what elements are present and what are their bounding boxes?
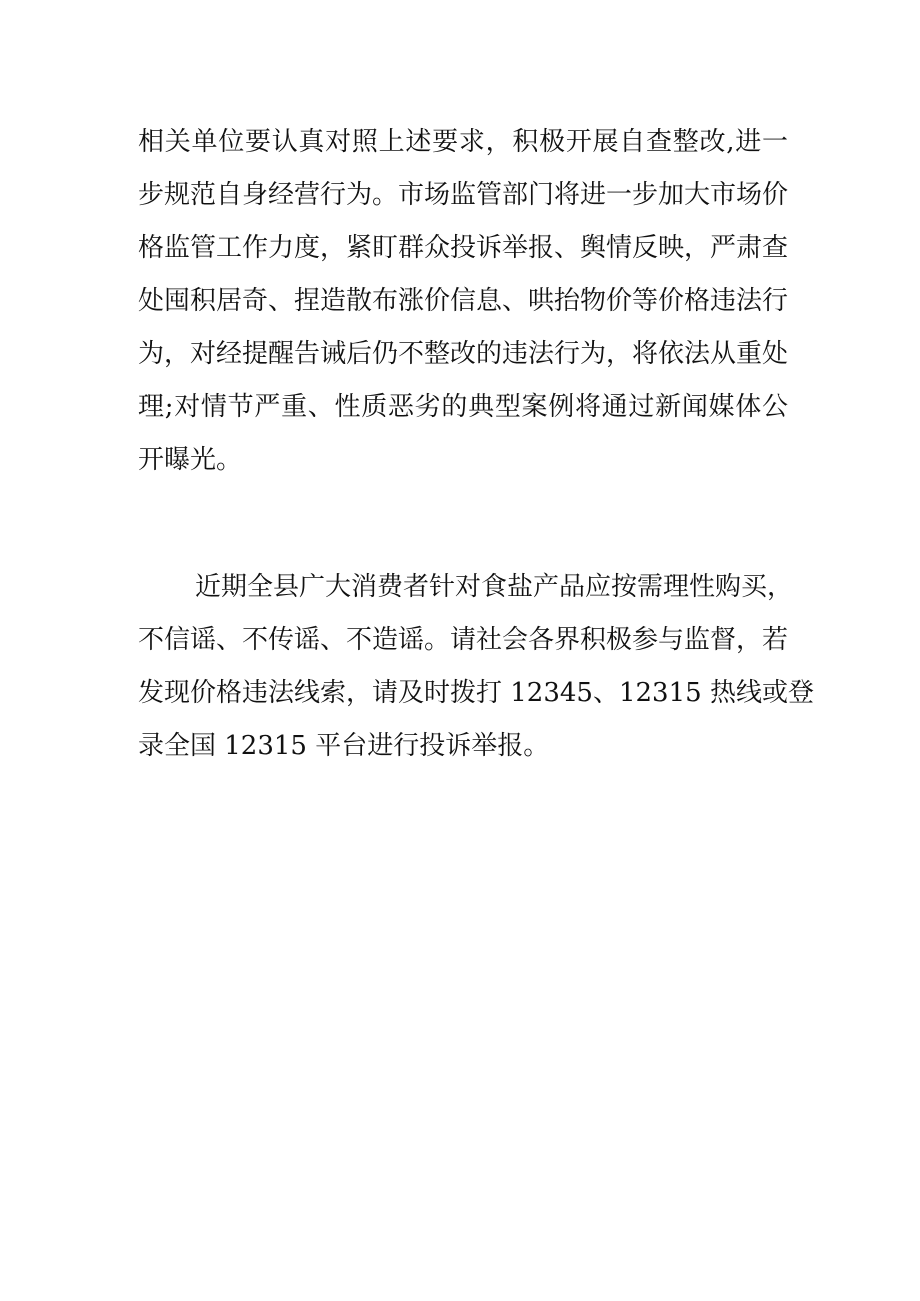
paragraph-line: 相关单位要认真对照上述要求，积极开展自查整改,进一	[138, 127, 788, 157]
paragraph-2	[138, 561, 814, 773]
paragraph-line: 录全国 12315 平台进行投诉举报。	[138, 731, 550, 761]
paragraph-line: 理;对情节严重、性质恶劣的典型案例将通过新闻媒体公	[138, 392, 788, 422]
paragraph-line: 不信谣、不传谣、不造谣。请社会各界积极参与监督，若	[138, 625, 789, 655]
paragraph-line: 步规范自身经营行为。市场监管部门将进一步加大市场价	[138, 180, 789, 210]
paragraph-line: 处囤积居奇、捏造散布涨价信息、哄抬物价等价格违法行	[138, 286, 789, 316]
paragraph-line: 近期全县广大消费者针对食盐产品应按需理性购买，	[195, 572, 794, 602]
paragraph-line: 发现价格违法线索，请及时拨打 12345、12315 热线或登	[138, 678, 814, 708]
paragraph-line: 为，对经提醒告诫后仍不整改的违法行为，将依法从重处	[138, 339, 789, 369]
paragraph-line: 开曝光。	[138, 445, 243, 475]
paragraph-line: 格监管工作力度，紧盯群众投诉举报、舆情反映，严肃查	[138, 233, 789, 263]
paragraph-1	[138, 116, 788, 487]
